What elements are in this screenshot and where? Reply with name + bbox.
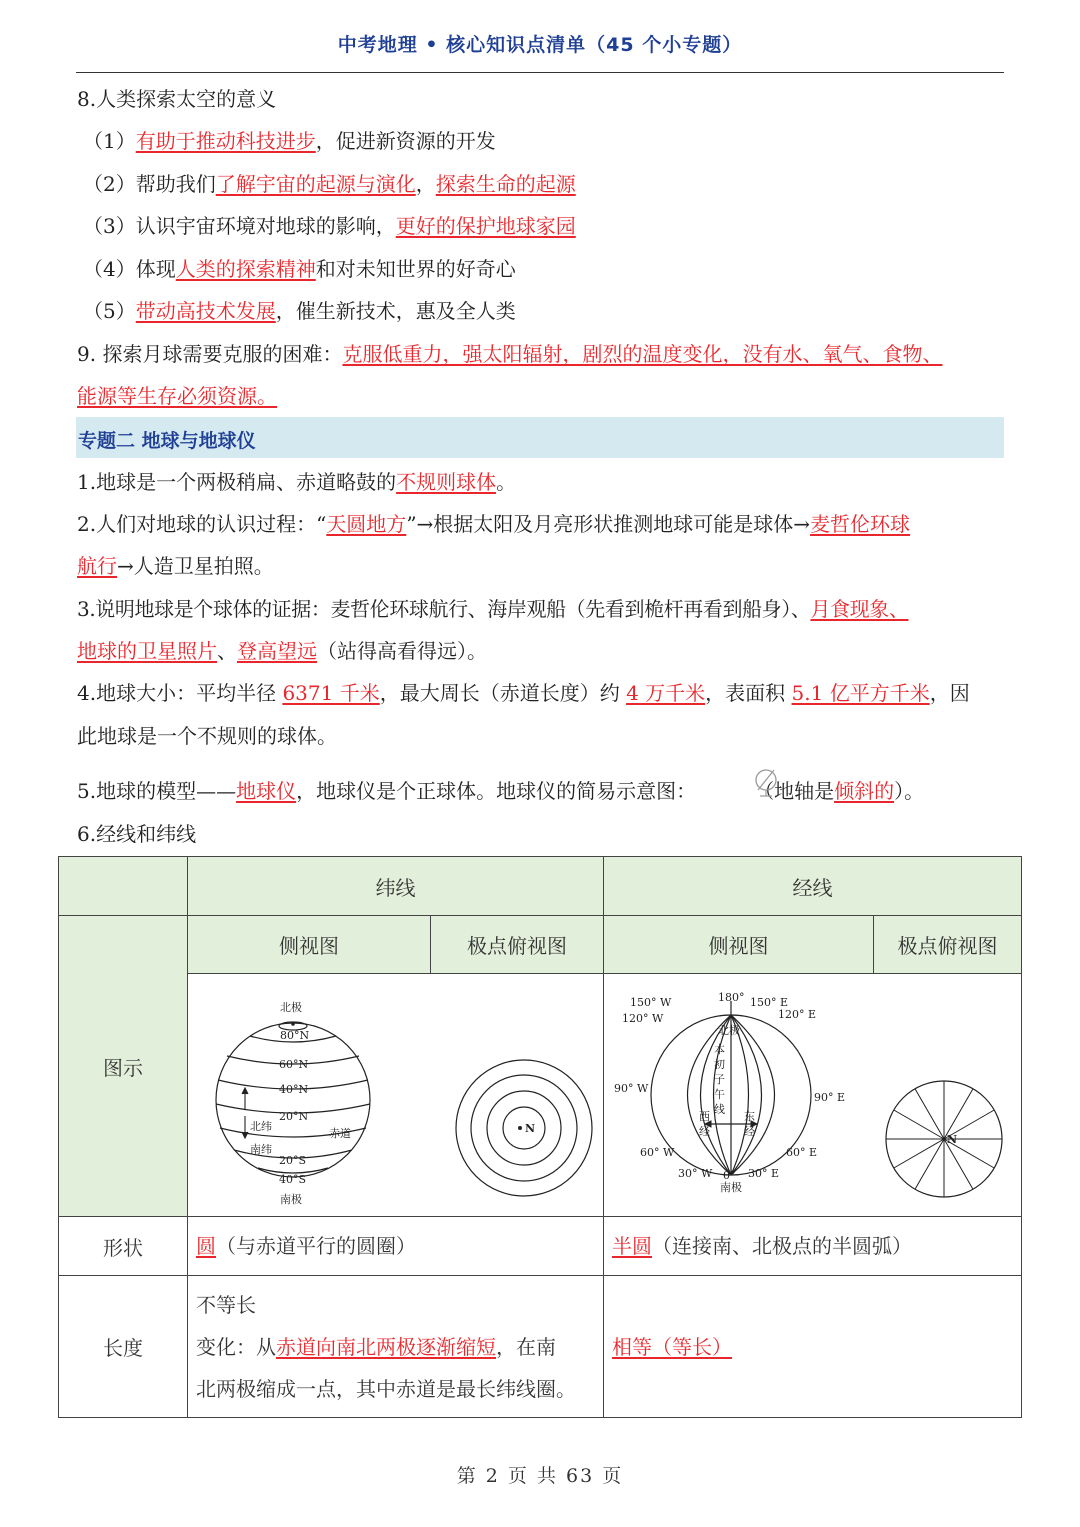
lon-label-150w: 150° W [630, 996, 672, 1009]
row-label-figure: 图示 [58, 915, 188, 1217]
latitude-diagram [188, 974, 603, 1216]
lat-label-60n: 60°N [279, 1058, 309, 1071]
north-latitude-label: 北纬 [250, 1120, 272, 1133]
item8-point-4: （4）体现人类的探索精神和对未知世界的好奇心 [83, 257, 516, 281]
lat-label-80n: 80°N [280, 1029, 310, 1042]
longitude-diagram [604, 974, 1021, 1216]
lon-label-30e: 30° E [748, 1167, 780, 1180]
prime-meridian-char-3: 子 [714, 1073, 725, 1086]
lon-label-120e: 120° E [778, 1008, 817, 1021]
west-longitude-char-2: 经 [699, 1125, 710, 1138]
item9-line-2: 能源等生存必须资源。 [77, 384, 277, 408]
weixian-figure-cell [187, 973, 604, 1217]
item8-point-3: （3）认识宇宙环境对地球的影响，更好的保护地球家园 [83, 214, 576, 238]
section-heading: 专题二 地球与地球仪 [78, 430, 256, 452]
s3-line-1: 3.说明地球是个球体的证据：麦哲伦环球航行、海岸观船（先看到桅杆再看到船身）、月食现象、 [77, 597, 909, 621]
lon-label-180: 180° [718, 991, 745, 1004]
west-longitude-char-1: 西 [699, 1110, 710, 1123]
weixian-length-cell: 不等长 变化：从赤道向南北两极逐渐缩短，在南 北两极缩成一点，其中赤道是最长纬线圈。 [187, 1275, 604, 1418]
lat-label-40s: 40°S [279, 1173, 307, 1186]
item8-title: 8.人类探索太空的意义 [77, 87, 277, 111]
s5-line: 5.地球的模型——地球仪，地球仪是个正球体。地球仪的简易示意图： （地轴是倾斜的）。 [77, 779, 925, 803]
lat-label-40n: 40°N [279, 1083, 309, 1096]
header-divider [76, 72, 1004, 73]
lon-label-150e: 150° E [750, 996, 789, 1009]
east-longitude-char-2: 经 [744, 1125, 755, 1138]
lat-north-pole-label: 北极 [280, 1001, 302, 1014]
lon-label-120w: 120° W [622, 1012, 664, 1025]
s2-line-2: 航行→人造卫星拍照。 [77, 554, 274, 578]
polar-meridian-line [944, 1139, 973, 1189]
page-number: 第 2 页 共 63 页 [456, 1465, 624, 1487]
lat-south-pole-label: 南极 [280, 1193, 302, 1206]
polar-meridian-line [894, 1110, 944, 1139]
prime-meridian-char-1: 本 [714, 1043, 725, 1056]
header-jingxian: 经线 [603, 856, 1022, 916]
page-header-title: 中考地理 • 核心知识点清单（45 个小专题） [337, 34, 743, 56]
weixian-polar-view-header: 极点俯视图 [430, 915, 604, 974]
jingxian-length-cell: 相等（等长） [603, 1275, 1022, 1418]
jingxian-shape-cell: 半圆（连接南、北极点的半圆弧） [603, 1216, 1022, 1276]
table-corner-cell [58, 856, 188, 916]
lon-polar-n-label: N [947, 1133, 958, 1146]
s2-line-1: 2.人们对地球的认识过程：“天圆地方”→根据太阳及月亮形状推测地球可能是球体→麦哲伦环球 [77, 512, 911, 536]
polar-meridian-line [915, 1089, 944, 1139]
equator-label: 赤道 [329, 1127, 351, 1140]
lon-label-60e: 60° E [786, 1146, 818, 1159]
s6-title: 6.经线和纬线 [77, 822, 197, 846]
item8-point-1: （1）有助于推动科技进步，促进新资源的开发 [83, 129, 496, 153]
jingxian-side-view-header: 侧视图 [603, 915, 874, 974]
east-longitude-char-1: 东 [744, 1110, 755, 1123]
lat-label-20n: 20°N [279, 1110, 309, 1123]
weixian-shape-cell: 圆（与赤道平行的圆圈） [187, 1216, 604, 1276]
item9-line-1: 9. 探索月球需要克服的困难：克服低重力，强太阳辐射，剧烈的温度变化，没有水、氧气、食物、 [77, 342, 943, 366]
lon-label-0: 0° [723, 1169, 736, 1182]
polar-meridian-line [915, 1139, 944, 1189]
lon-north-pole-label: 北极 [718, 1024, 740, 1037]
weixian-side-view-header: 侧视图 [187, 915, 431, 974]
latitude-longitude-table [58, 856, 1022, 1418]
s3-line-2: 地球的卫星照片、登高望远（站得高看得远）。 [77, 639, 487, 663]
polar-meridian-line [944, 1089, 973, 1139]
lon-south-pole-label: 南极 [720, 1181, 742, 1194]
item8-point-2: （2）帮助我们了解宇宙的起源与演化，探索生命的起源 [83, 172, 576, 196]
lon-label-60w: 60° W [640, 1146, 675, 1159]
lon-label-90e: 90° E [814, 1091, 846, 1104]
globe-sketch-icon [752, 766, 784, 798]
s4-line-2: 此地球是一个不规则的球体。 [77, 724, 337, 748]
south-latitude-label: 南纬 [250, 1143, 272, 1156]
lat-polar-n-label: N [525, 1122, 536, 1135]
jingxian-figure-cell [603, 973, 1022, 1217]
prime-meridian-char-2: 初 [714, 1058, 725, 1071]
lon-label-90w: 90° W [614, 1082, 649, 1095]
prime-meridian-char-5: 线 [714, 1103, 725, 1116]
row-label-shape: 形状 [58, 1216, 188, 1276]
item8-point-5: （5）带动高技术发展，催生新技术，惠及全人类 [83, 299, 516, 323]
lon-label-30w: 30° W [678, 1167, 713, 1180]
lat-label-20s: 20°S [279, 1154, 307, 1167]
prime-meridian-char-4: 午 [714, 1088, 725, 1101]
row-label-length: 长度 [58, 1275, 188, 1418]
header-weixian: 纬线 [187, 856, 604, 916]
s4-line-1: 4.地球大小：平均半径 6371 千米，最大周长（赤道长度）约 4 万千米，表面积 5.1 亿平方千米，因 [77, 681, 970, 705]
polar-meridian-line [894, 1139, 944, 1168]
s1-line: 1.地球是一个两极稍扁、赤道略鼓的不规则球体。 [77, 470, 517, 494]
jingxian-polar-view-header: 极点俯视图 [873, 915, 1022, 974]
